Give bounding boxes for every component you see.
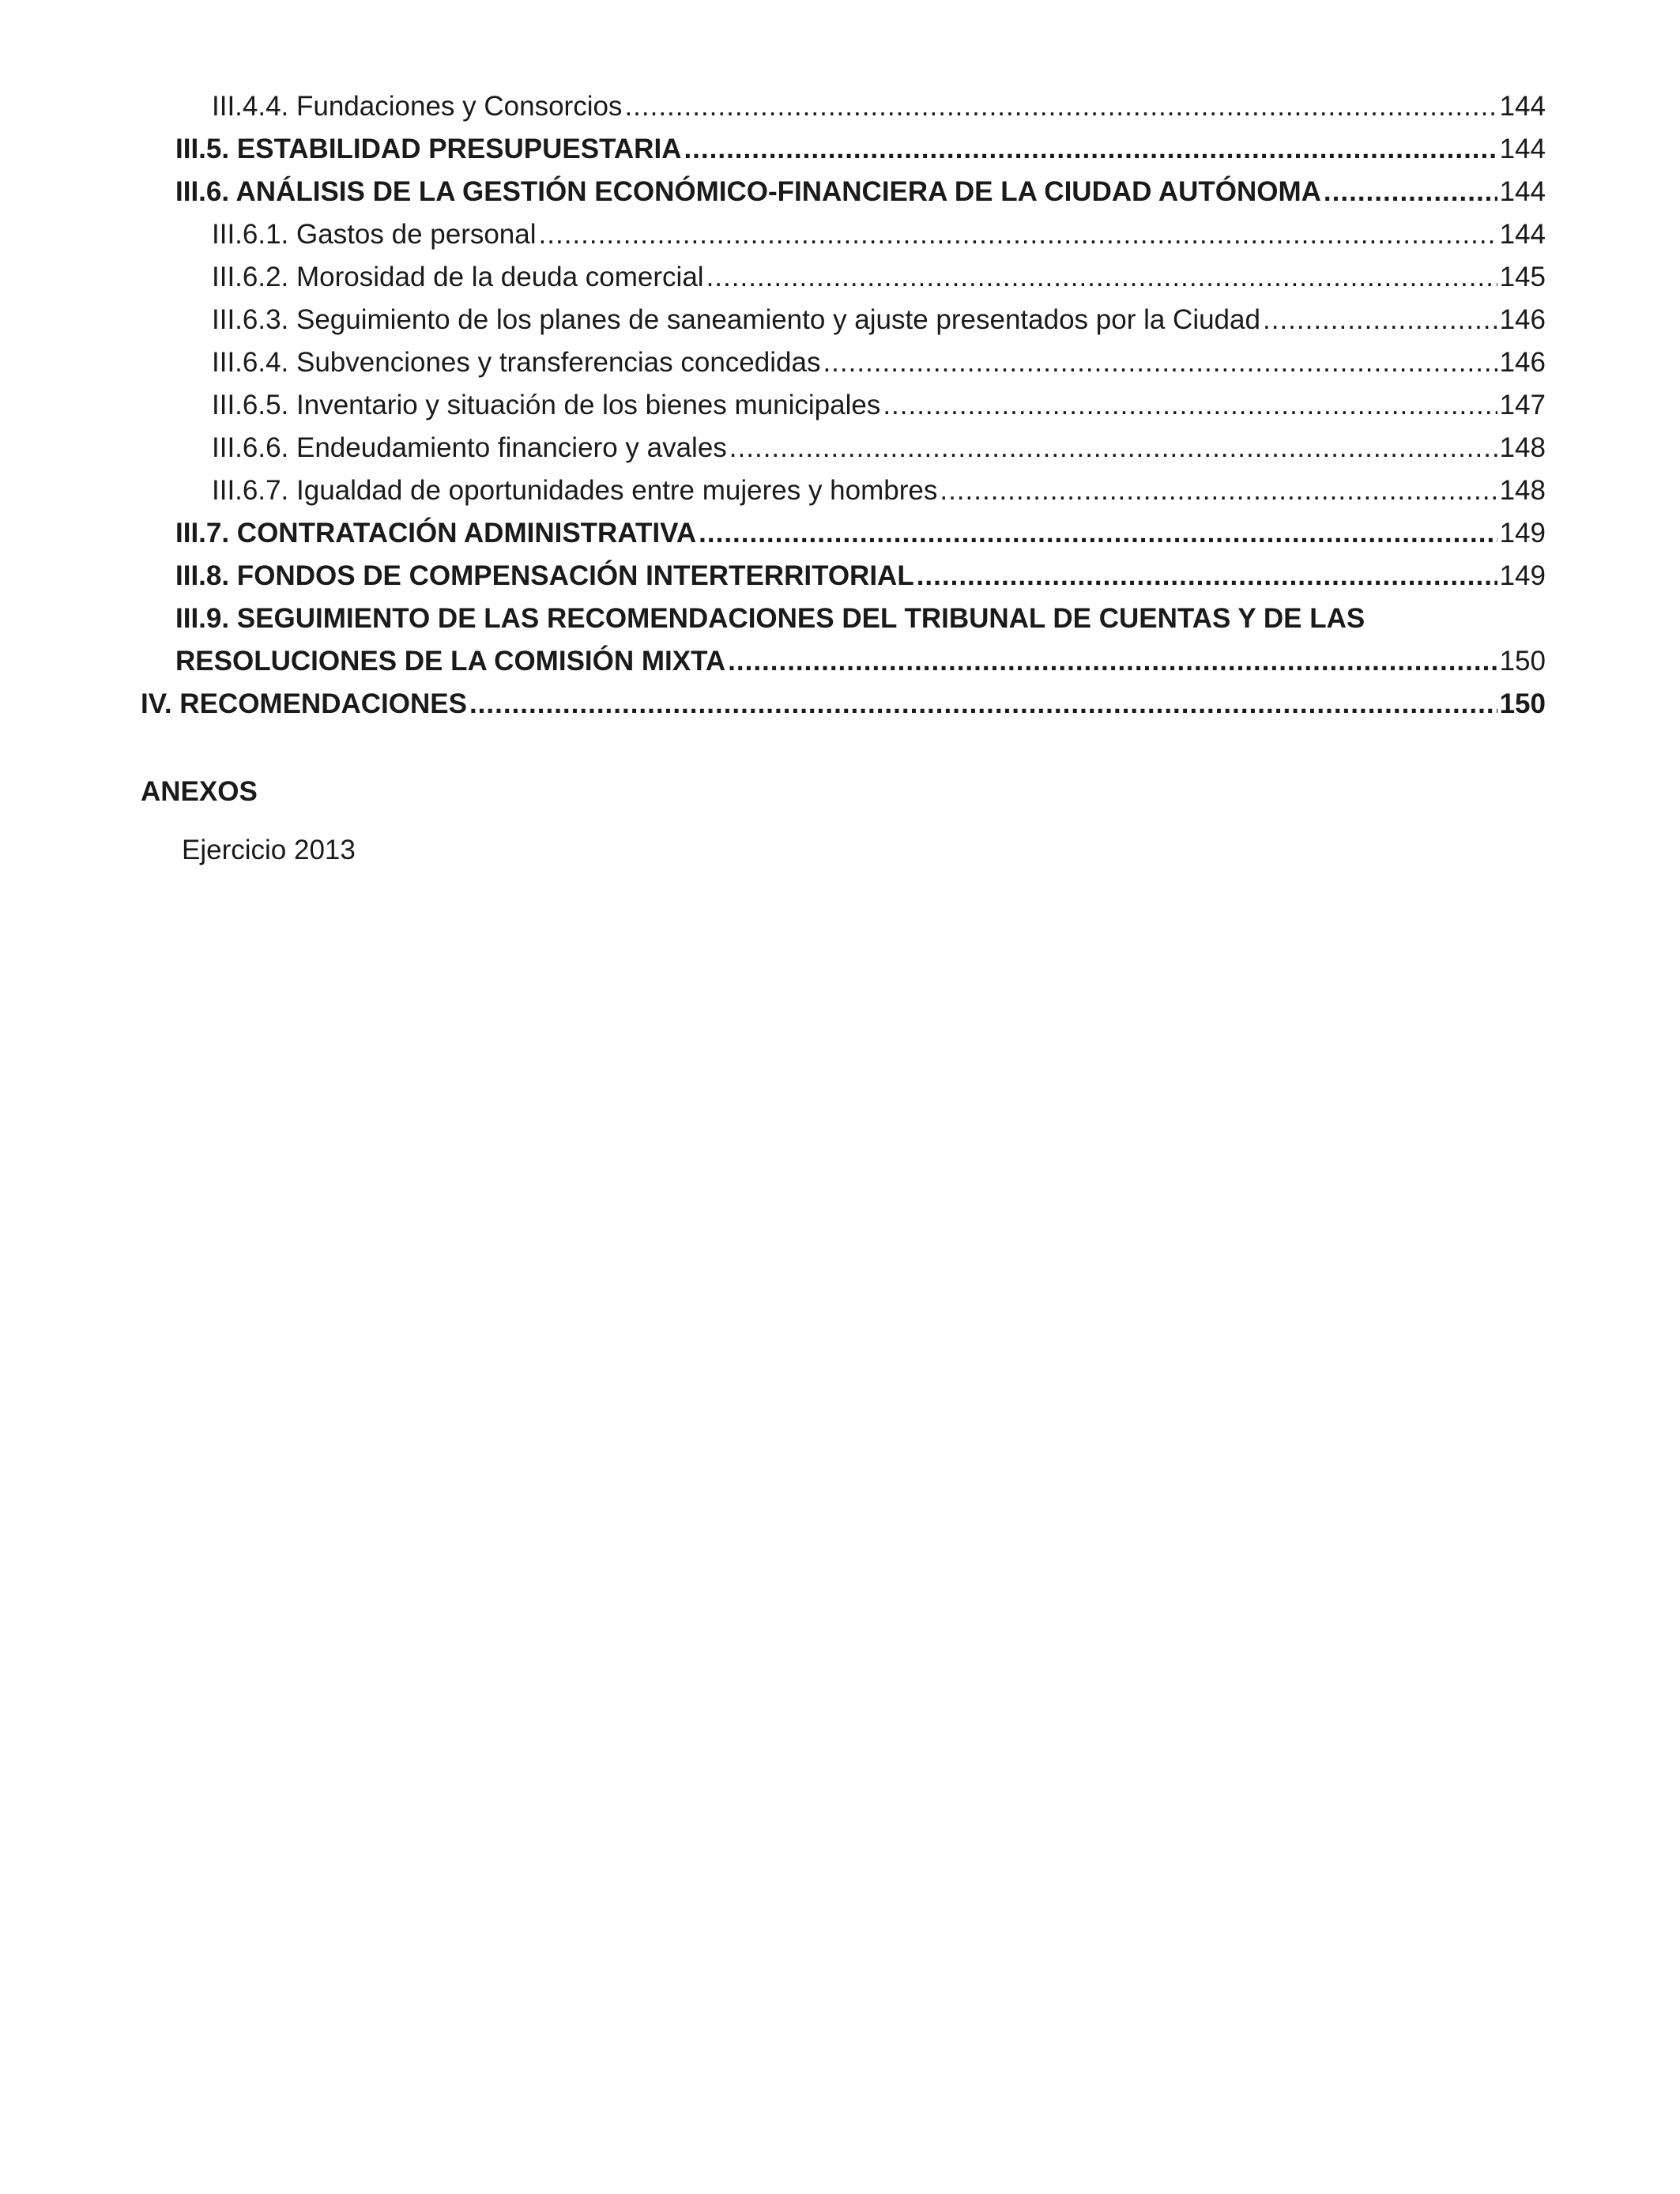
toc-entry-title: III.5. ESTABILIDAD PRESUPUESTARIA [175, 134, 682, 164]
toc-entry-page: 149 [1499, 518, 1546, 548]
toc-entry-title: III.6. ANÁLISIS DE LA GESTIÓN ECONÓMICO-FINANCIERA DE LA CIUDAD AUTÓNOMA [175, 176, 1321, 207]
toc-entry-title: III.7. CONTRATACIÓN ADMINISTRATIVA [175, 518, 697, 548]
toc-entry-title-line2: RESOLUCIONES DE LA COMISIÓN MIXTA [175, 646, 726, 677]
dot-leader [706, 256, 1497, 299]
toc-entry-page: 145 [1499, 262, 1546, 292]
dot-leader [728, 640, 1497, 683]
toc-entry-page: 150 [1499, 646, 1546, 677]
toc-entry-title: III.8. FONDOS DE COMPENSACIÓN INTERTERRITORIAL [175, 560, 914, 591]
toc-entry-title: III.4.4. Fundaciones y Consorcios [212, 91, 623, 122]
toc-entry-page: 148 [1499, 475, 1546, 506]
toc-entry-page: 146 [1499, 304, 1546, 335]
toc-entry-page: 147 [1499, 390, 1546, 420]
toc-entry-page: 144 [1499, 176, 1546, 207]
toc-entry-title: III.6.2. Morosidad de la deuda comercial [212, 262, 704, 292]
toc-entry-page: 144 [1499, 219, 1546, 250]
dot-leader [469, 683, 1497, 726]
dot-leader [684, 128, 1497, 171]
toc-entry-page: 146 [1499, 347, 1546, 378]
toc-entry[interactable] [0, 469, 1680, 512]
toc-entry[interactable] [0, 341, 1680, 384]
toc-entry-title-line1: III.9. SEGUIMIENTO DE LAS RECOMENDACIONES DEL TRIBUNAL DE CUENTAS Y DE LAS [175, 603, 1365, 634]
toc-entry[interactable] [0, 512, 1680, 555]
dot-leader [1263, 299, 1497, 341]
toc-entry[interactable] [0, 213, 1680, 256]
dot-leader [539, 213, 1497, 256]
toc-entry[interactable] [0, 299, 1680, 341]
toc-entry-page: 150 [1499, 688, 1546, 719]
dot-leader [624, 85, 1497, 128]
dot-leader [823, 341, 1497, 384]
toc-entry[interactable] [0, 555, 1680, 598]
toc-entry[interactable] [0, 384, 1680, 427]
toc-entry-title: III.6.6. Endeudamiento financiero y avales [212, 432, 727, 463]
dot-leader [883, 384, 1497, 427]
toc-entry-title: III.6.5. Inventario y situación de los bienes municipales [212, 390, 881, 420]
toc-entry[interactable] [0, 256, 1680, 299]
toc-entry-title: III.6.1. Gastos de personal [212, 219, 537, 250]
dot-leader [940, 469, 1497, 512]
dot-leader [1324, 171, 1497, 213]
toc-entry[interactable] [0, 598, 1680, 683]
annex-item[interactable]: Ejercicio 2013 [182, 835, 356, 865]
toc-entry[interactable] [0, 427, 1680, 469]
toc-entry-title: III.6.7. Igualdad de oportunidades entre mujeres y hombres [212, 475, 938, 506]
toc-entry[interactable] [0, 85, 1680, 128]
dot-leader [699, 512, 1497, 555]
table-of-contents [0, 85, 1680, 726]
toc-entry[interactable] [0, 683, 1680, 726]
dot-leader [729, 427, 1497, 469]
toc-entry[interactable] [0, 128, 1680, 171]
toc-entry-title: III.6.4. Subvenciones y transferencias concedidas [212, 347, 821, 378]
toc-entry-page: 148 [1499, 432, 1546, 463]
annexes-heading: ANEXOS [141, 776, 258, 807]
toc-entry-title: III.6.3. Seguimiento de los planes de saneamiento y ajuste presentados por la Ciudad [212, 304, 1260, 335]
toc-entry[interactable] [0, 171, 1680, 213]
dot-leader [917, 555, 1497, 598]
toc-entry-page: 144 [1499, 91, 1546, 122]
toc-entry-title: IV. RECOMENDACIONES [141, 688, 467, 719]
toc-entry-page: 144 [1499, 134, 1546, 164]
toc-entry-page: 149 [1499, 560, 1546, 591]
